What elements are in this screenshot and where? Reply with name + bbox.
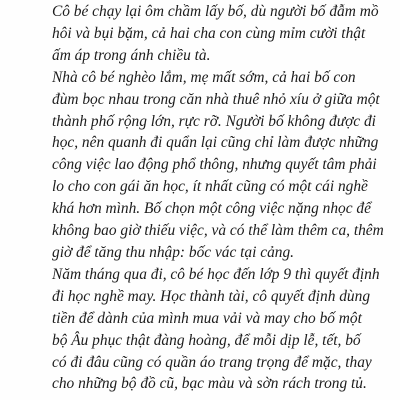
text-line: bộ Âu phục thật đàng hoàng, để mỗi dịp lễ, tết, bố	[52, 331, 361, 349]
text-line: thành phố rộng lớn, rực rỡ. Người bố không được đi	[52, 112, 376, 130]
text-line: đùm bọc nhau trong căn nhà thuê nhỏ xíu ở giữa một	[52, 90, 380, 108]
paragraph-1	[52, 1, 392, 67]
paragraph-3	[52, 264, 392, 395]
text-line: đi học nghề may. Học thành tài, cô quyết định dùng	[52, 287, 371, 305]
text-line: ấm áp trong ánh chiều tà.	[52, 46, 211, 64]
story-text	[52, 1, 392, 395]
text-line: học, nên quanh đi quẩn lại cũng chỉ làm được những	[52, 134, 379, 152]
text-line: hôi và bụi bặm, cả hai cha con cùng mỉm cười thật	[52, 24, 366, 42]
text-line: khá hơn mình. Bố chọn một công việc nặng nhọc để	[52, 200, 371, 218]
text-line: không bao giờ thiếu việc, và có thể làm thêm ca, thêm	[52, 222, 384, 240]
text-line: giờ để tăng thu nhập: bốc vác tại cảng.	[52, 243, 295, 261]
text-line: Năm tháng qua đi, cô bé học đến lớp 9 thì quyết định	[52, 265, 380, 283]
text-line: công việc lao động phổ thông, nhưng quyết tâm phải	[52, 156, 377, 174]
text-line: Nhà cô bé nghèo lắm, mẹ mất sớm, cả hai bố con	[52, 68, 356, 86]
paragraph-2	[52, 67, 392, 264]
text-line: cho những bộ đồ cũ, bạc màu và sờn rách trong tủ.	[52, 375, 367, 393]
text-line: có đi đâu cũng có quần áo trang trọng để mặc, thay	[52, 353, 372, 371]
text-line: lo cho con gái ăn học, ít nhất cũng có một cái nghề	[52, 178, 368, 196]
text-line: tiền để dành của mình mua vải và may cho bố một	[52, 309, 362, 327]
text-line: Cô bé chạy lại ôm chầm lấy bố, dù người bố đẫm mồ	[52, 3, 379, 20]
